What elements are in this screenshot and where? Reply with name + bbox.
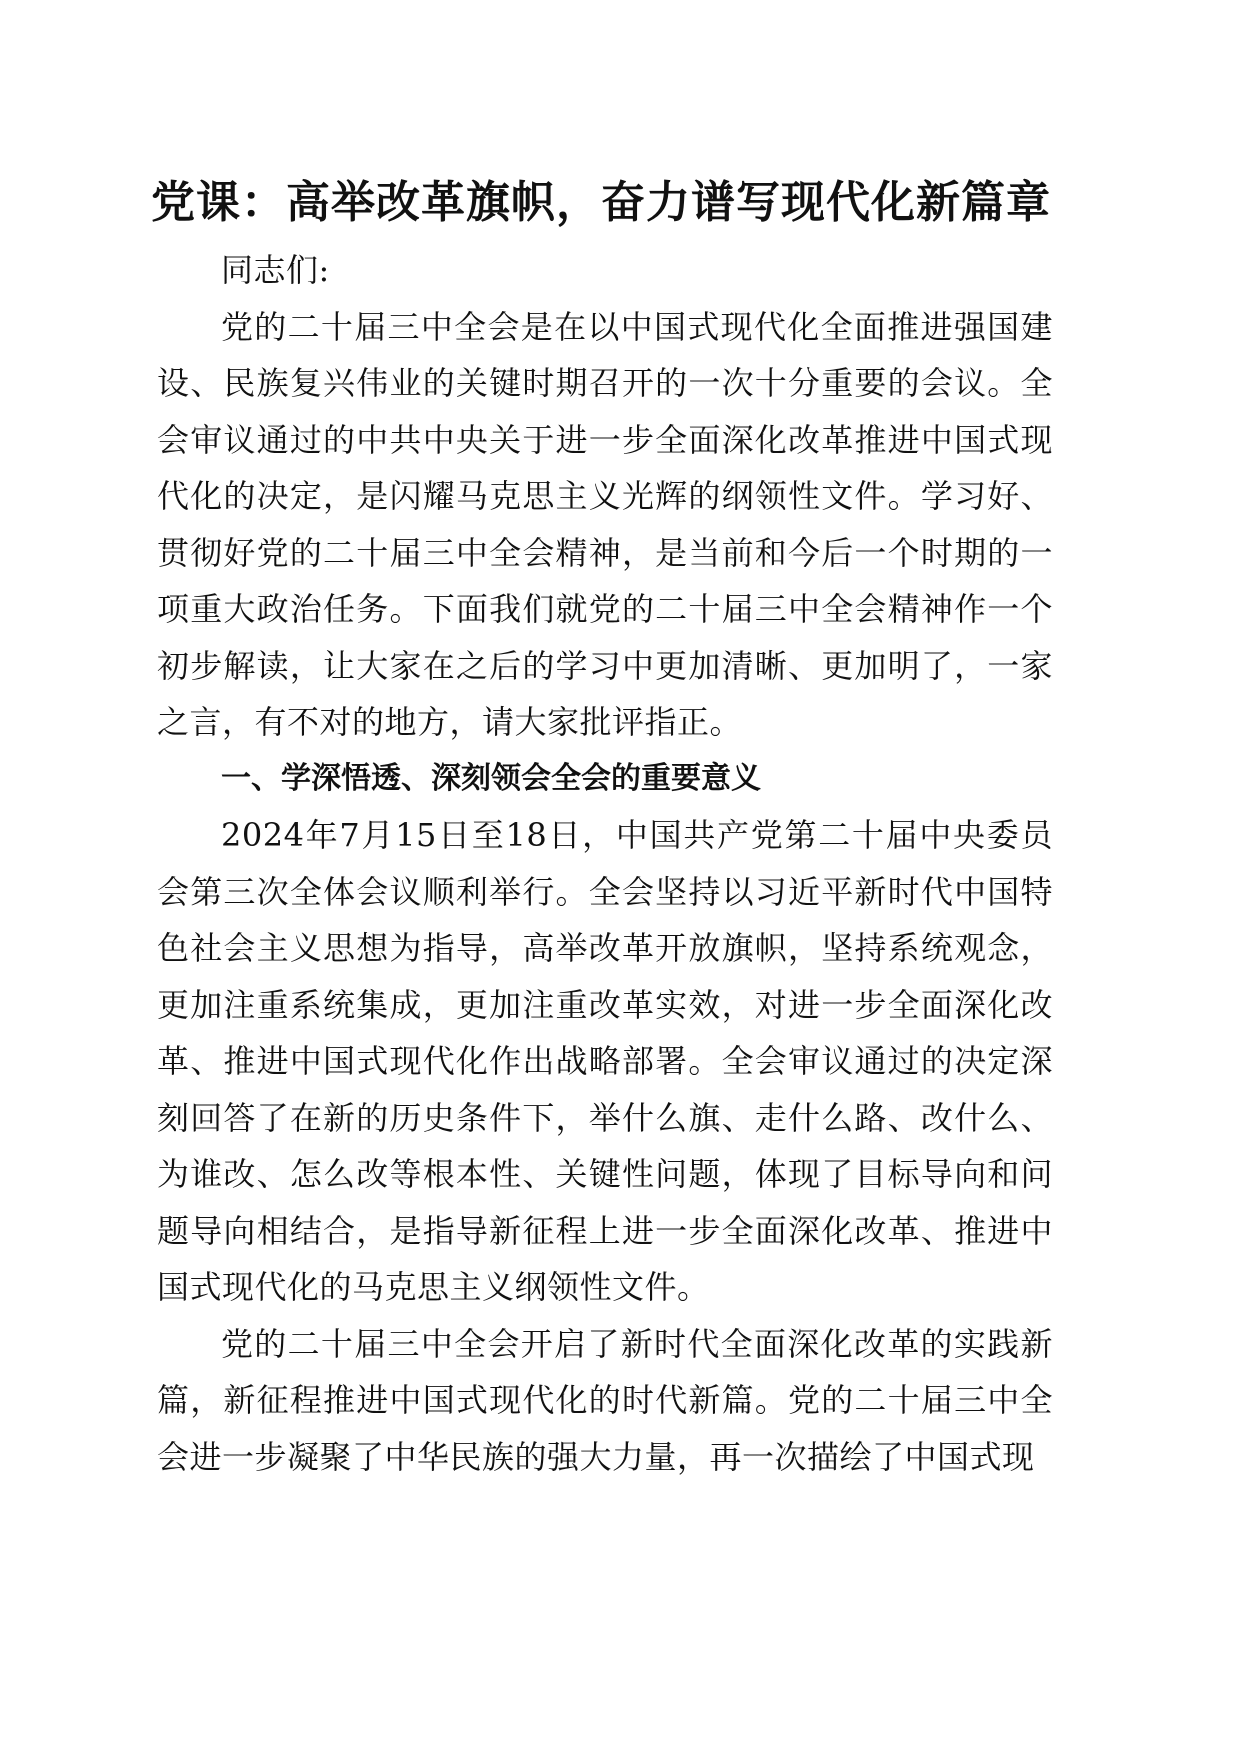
section1-paragraph-1: 2024年7月15日至18日，中国共产党第二十届中央委员会第三次全体会议顺利举行。全会坚持以习近平新时代中国特色社会主义思想为指导，高举改革开放旗帜，坚持系统观念，更加注重系统集成，更加注重改革实效，对进一步全面深化改革、推进中国式现代化作出战略部署。全会审议通过的决定深刻回答了在新的历史条件下，举什么旗、走什么路、改什么、为谁改、怎么改等根本性、关键性问题，体现了目标导向和问题导向相结合，是指导新征程上进一步全面深化改革、推进中国式现代化的马克思主义纲领性文件。 <box>157 816 1053 1306</box>
intro-paragraph: 党的二十届三中全会是在以中国式现代化全面推进强国建设、民族复兴伟业的关键时期召开的一次十分重要的会议。全会审议通过的中共中央关于进一步全面深化改革推进中国式现代化的决定，是闪耀马克思主义光辉的纲领性文件。学习好、贯彻好党的二十届三中全会精神，是当前和今后一个时期的一项重大政治任务。下面我们就党的二十届三中全会精神作一个初步解读，让大家在之后的学习中更加清晰、更加明了，一家之言，有不对的地方，请大家批评指正。 <box>157 307 1053 741</box>
section1-paragraph-2: 党的二十届三中全会开启了新时代全面深化改革的实践新篇，新征程推进中国式现代化的时代新篇。党的二十届三中全会进一步凝聚了中华民族的强大力量，再一次描绘了中国式现 <box>157 1324 1053 1476</box>
document-page <box>151 170 1053 1485</box>
document-title: 党课：高举改革旗帜，奋力谱写现代化新篇章 <box>151 177 1051 228</box>
salutation: 同志们: <box>221 251 330 289</box>
section-heading-1: 一、学深悟透、深刻领会全会的重要意义 <box>221 760 761 796</box>
